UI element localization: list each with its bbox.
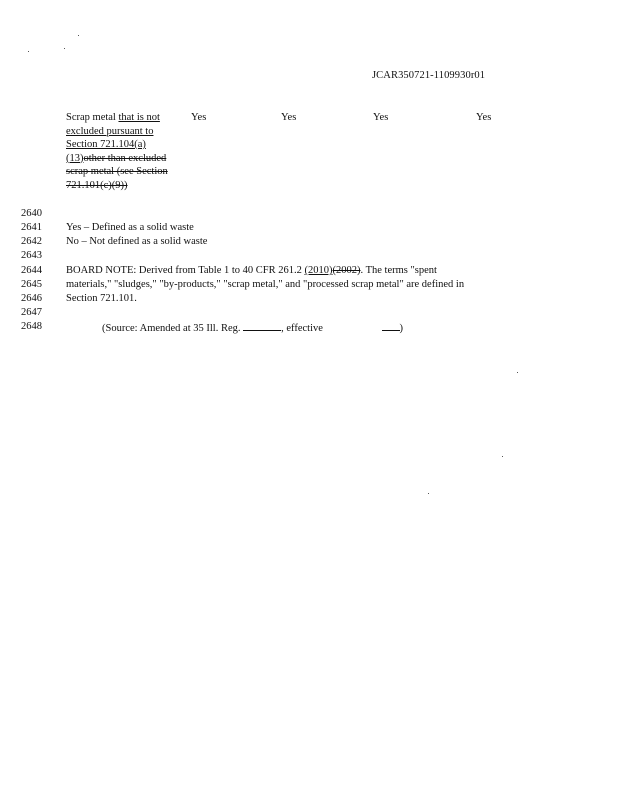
source-note-part-a: (Source: Amended at 35 Ill. Reg.	[102, 323, 244, 334]
legend-no-text: No – Not defined as a solid waste	[66, 236, 208, 247]
board-note-inserted-year: (2010)	[304, 265, 333, 276]
line-number: 2642	[21, 236, 42, 247]
table-cell-col4: Yes	[476, 112, 492, 123]
line-number: 2644	[21, 265, 42, 276]
source-blank-date	[382, 320, 400, 331]
table-cell-col1: Yes	[191, 112, 207, 123]
label-normal-text: Scrap metal	[66, 112, 119, 123]
board-note-text	[66, 264, 437, 277]
board-note-part-a: BOARD NOTE: Derived from Table 1 to 40 CFR 261.2	[66, 265, 305, 276]
label-struck-text: other than excluded scrap metal (see Section 721.101(c)(9))	[66, 152, 168, 191]
document-id: JCAR350721-1109930r01	[372, 70, 486, 81]
source-note	[102, 320, 403, 335]
table-cell-col2: Yes	[281, 112, 297, 123]
source-note-part-c: )	[399, 323, 404, 334]
label-underlined-text: that is not excluded pursuant to Section 721.104(a)(13)	[66, 112, 160, 164]
scan-speck	[64, 48, 65, 49]
table-cell-col3: Yes	[373, 112, 389, 123]
legend-yes-text: Yes – Defined as a solid waste	[66, 222, 194, 233]
scan-speck	[428, 493, 429, 494]
board-note-struck-year: (2002)	[332, 265, 361, 276]
board-note-continuation: materials," "sludges," "by-products," "scrap metal," and "processed scrap metal" are defined in	[66, 279, 465, 290]
source-blank-register	[243, 320, 281, 331]
line-number: 2643	[21, 250, 42, 261]
line-number: 2646	[21, 293, 42, 304]
line-number: 2647	[21, 307, 42, 318]
line-number: 2648	[21, 321, 42, 332]
source-note-part-b: , effective	[281, 323, 326, 334]
line-number: 2640	[21, 208, 42, 219]
line-number: 2645	[21, 279, 42, 290]
board-note-end: Section 721.101.	[66, 293, 137, 304]
scan-speck	[78, 35, 79, 36]
scan-speck	[502, 456, 503, 457]
scan-speck	[28, 51, 29, 52]
table-row-label	[66, 111, 172, 192]
scan-speck	[517, 372, 518, 373]
line-number: 2641	[21, 222, 42, 233]
board-note-part-b: . The terms "spent	[360, 265, 437, 276]
